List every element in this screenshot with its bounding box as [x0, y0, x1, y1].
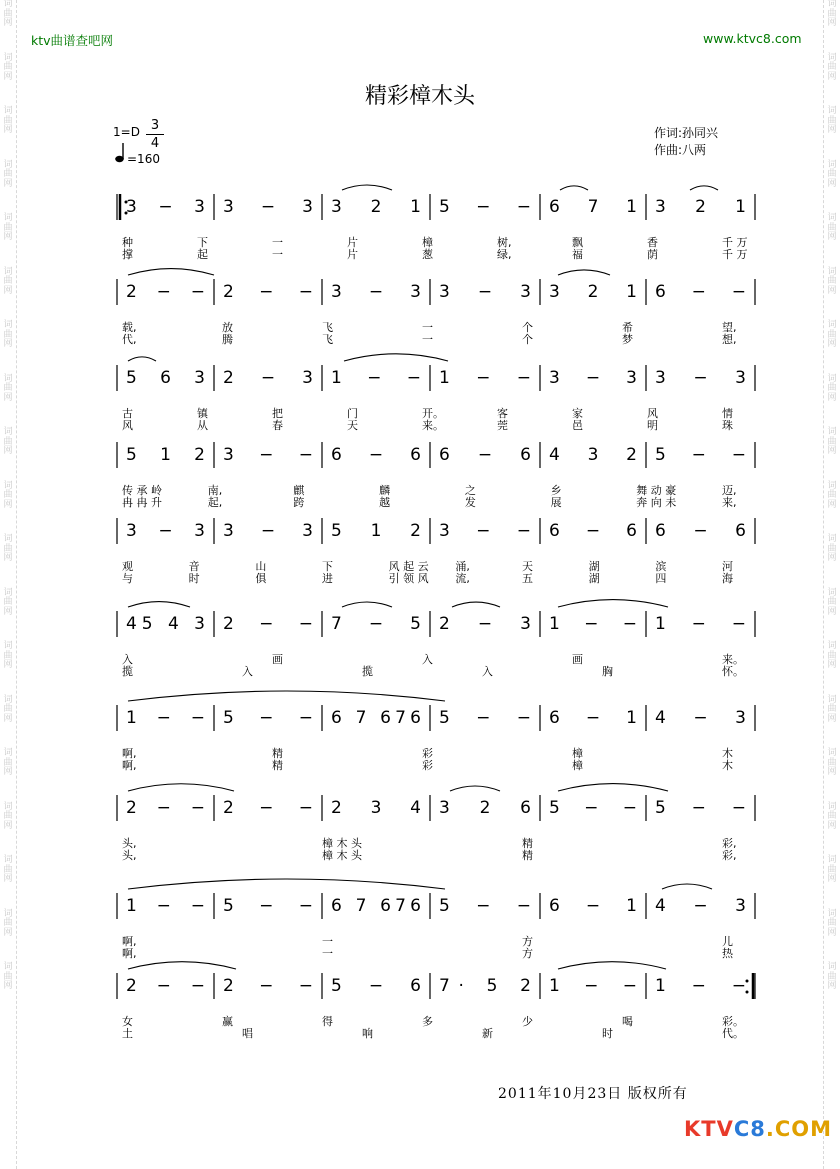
slur-arc: [342, 185, 392, 190]
lyric-word: 飞: [322, 333, 333, 346]
lyric-word: 莞: [497, 419, 508, 432]
watermark-glyphs: 词 曲 网: [3, 0, 13, 28]
lyric-word: 土: [122, 1027, 133, 1040]
slur-arc: [560, 186, 588, 190]
lyric-word: 邑: [572, 419, 583, 432]
measure-notes: 1 − −: [126, 708, 205, 728]
lyric-word: 彩,: [722, 849, 737, 862]
watermark-glyphs: 词 曲 网: [827, 0, 837, 28]
lyric-word: 入: [422, 653, 433, 666]
watermark-glyphs: 词 曲 网: [827, 320, 837, 349]
watermark-glyphs: 词 曲 网: [3, 694, 13, 724]
measure-notes: 1 − −: [331, 368, 421, 388]
lyric-word: 葱: [422, 248, 433, 261]
measure-notes: 1 − −: [549, 976, 637, 996]
lyric-word: 天: [522, 560, 533, 573]
lyric-word: 一: [422, 321, 433, 334]
lyric-word: 荫: [647, 248, 658, 261]
lyric-word: 树,: [497, 236, 512, 249]
watermark-glyphs: 词 曲 网: [3, 373, 13, 403]
lyric-word: 舞 动 豪: [636, 484, 677, 497]
lyric-word: 展: [550, 496, 562, 509]
lyric-word: 想,: [722, 333, 737, 346]
logo-part-a: KTV: [684, 1117, 734, 1141]
watermark-glyphs: 词 曲 网: [827, 587, 837, 617]
lyric-word: 传 承 岭: [122, 484, 162, 497]
measure-notes: 4 − 3: [655, 896, 746, 916]
measure-notes: 5 6 3: [126, 368, 205, 388]
lyric-word: 望,: [722, 321, 737, 334]
watermark-glyphs: 词 曲 网: [827, 266, 837, 296]
measure-notes: 3 − −: [439, 521, 531, 541]
measure-notes: 3 − 3: [223, 521, 313, 541]
measure-notes: 6 7 676: [331, 708, 421, 728]
watermark-glyphs: 词 曲 网: [3, 748, 13, 777]
watermark-glyphs: 词 曲 网: [827, 534, 837, 563]
measure-notes: 3 2 6: [439, 798, 531, 818]
slur-arc: [128, 602, 190, 607]
watermark-glyphs: 词 曲 网: [827, 373, 837, 403]
measure-notes: 2 − −: [223, 798, 313, 818]
measure-notes: 5 − −: [223, 896, 313, 916]
lyric-word: 珠: [722, 419, 733, 432]
watermark-glyphs: 词 曲 网: [827, 855, 837, 884]
measure-notes: 5 − −: [223, 708, 313, 728]
measure-notes: 5 − −: [439, 896, 531, 916]
measure-notes: 2 − −: [126, 798, 205, 818]
lyric-word: 画: [272, 653, 283, 666]
slur-arc: [690, 186, 718, 190]
lyric-word: 千 万: [722, 248, 748, 261]
watermark-glyphs: 词 曲 网: [827, 641, 837, 670]
watermark-glyphs: 词 曲 网: [827, 480, 837, 510]
measure-notes: 2 − −: [126, 282, 205, 302]
watermark-glyphs: 词 曲 网: [827, 908, 837, 938]
lyric-word: 把: [272, 407, 283, 420]
lyric-word: 得: [322, 1015, 333, 1028]
lyric-word: 精: [272, 747, 283, 760]
slur-arc: [558, 600, 668, 607]
lyric-word: 下: [197, 236, 208, 249]
lyric-word: 唱: [242, 1027, 253, 1040]
lyric-word: 木: [722, 747, 733, 760]
lyric-word: 四: [655, 572, 667, 585]
ktvc8-logo[interactable]: [684, 1117, 832, 1141]
lyric-word: 起: [197, 248, 208, 261]
lyric-word: 撑: [122, 248, 133, 261]
lyric-word: 风 起 云: [388, 560, 429, 573]
lyric-word: 载,: [122, 321, 137, 334]
slur-arc: [128, 357, 156, 361]
lyric-word: 进: [322, 572, 333, 585]
lyric-word: 新: [482, 1027, 493, 1040]
lyric-word: 来。: [422, 419, 444, 432]
lyric-word: 啊,: [122, 759, 137, 772]
lyric-word: 樟: [572, 747, 583, 760]
lyric-word: 一: [272, 236, 283, 249]
logo-part-c: .COM: [765, 1117, 833, 1141]
watermark-glyphs: 词 曲 网: [827, 748, 837, 777]
lyric-word: 一: [272, 248, 283, 261]
lyric-word: 明: [647, 419, 658, 432]
lyric-word: 开。: [422, 407, 444, 420]
slur-arc: [128, 962, 236, 969]
slur-arc: [558, 962, 666, 969]
watermark-glyphs: 词 曲 网: [3, 106, 13, 135]
watermark-glyphs: 词 曲 网: [3, 962, 13, 991]
lyric-word: 樟 木 头: [322, 849, 362, 862]
lyric-word: 腾: [222, 333, 233, 346]
measure-notes: 5 − 6: [331, 976, 421, 996]
slur-arc: [662, 884, 712, 889]
lyric-word: 引 领 风: [388, 572, 429, 585]
lyric-word: 樟 木 头: [322, 837, 362, 850]
lyric-word: 啊,: [122, 947, 137, 960]
lyricist: 作词:孙同兴: [654, 126, 719, 140]
lyric-word: 湖: [588, 572, 600, 585]
slur-arc: [558, 270, 610, 275]
lyric-word: 下: [322, 560, 333, 573]
measure-notes: 2 − 3: [223, 368, 313, 388]
lyric-word: 方: [522, 935, 533, 948]
measure-notes: 6 − 1: [549, 708, 637, 728]
song-title: 精彩樟木头: [364, 84, 475, 109]
lyric-word: 奔 向 未: [636, 496, 677, 509]
lyric-word: 音: [188, 560, 200, 573]
lyric-word: 涌,: [455, 560, 470, 573]
lyric-word: 儿: [722, 935, 733, 948]
measure-notes: 5 − −: [549, 798, 637, 818]
measure-notes: 1 − −: [655, 614, 746, 634]
lyric-word: 发: [464, 496, 476, 509]
lyric-word: 彩: [422, 759, 433, 772]
time-signature-bottom: 4: [146, 134, 164, 152]
measure-notes: 3 − 3: [439, 282, 531, 302]
lyric-word: 滨: [655, 560, 667, 573]
watermark-glyphs: 词 曲 网: [3, 427, 13, 456]
watermark-glyphs: 词 曲 网: [3, 534, 13, 563]
lyric-word: 飞: [322, 321, 333, 334]
measure-notes: 1 − −: [655, 976, 746, 996]
lyric-word: 来,: [722, 496, 737, 509]
lyric-word: 一: [422, 333, 433, 346]
measure-notes: 3 − 3: [655, 368, 746, 388]
measure-notes: 7 − 5: [331, 614, 421, 634]
measure-notes: 6 − 6: [549, 521, 637, 541]
lyric-word: 多: [422, 1015, 433, 1028]
lyric-word: 一: [322, 947, 333, 960]
watermark-glyphs: 词 曲 网: [3, 159, 13, 189]
lyric-word: 飘: [572, 236, 583, 249]
watermark-glyphs: 词 曲 网: [3, 52, 13, 82]
measure-notes: 6 − 1: [549, 896, 637, 916]
lyric-word: 画: [572, 653, 583, 666]
measure-notes: 1 − −: [439, 368, 531, 388]
watermark-glyphs: 词 曲 网: [3, 587, 13, 617]
measure-notes: 6 − 6: [331, 445, 421, 465]
measure-notes: 5 − −: [439, 197, 531, 217]
lyric-word: 啊,: [122, 747, 137, 760]
lyric-word: 一: [322, 935, 333, 948]
measure-notes: 2 − −: [223, 976, 313, 996]
lyric-word: 彩,: [722, 837, 737, 850]
watermark-glyphs: 词 曲 网: [827, 159, 837, 189]
lyric-word: 来。: [722, 653, 744, 666]
measure-notes: 6 − 6: [439, 445, 531, 465]
lyric-word: 流,: [455, 572, 470, 585]
footer-date: [498, 1083, 688, 1103]
lyric-word: 时: [188, 572, 200, 585]
lyric-word: 迈,: [722, 484, 737, 497]
lyric-word: 麟: [379, 484, 391, 497]
logo-part-b: C8: [733, 1117, 766, 1141]
measure-notes: 3 − 3: [331, 282, 421, 302]
lyric-word: 跨: [293, 496, 305, 509]
lyric-word: 入: [242, 665, 253, 678]
lyric-word: 起,: [207, 496, 223, 509]
watermark-glyphs: 词 曲 网: [827, 106, 837, 135]
lyric-word: 梦: [622, 333, 633, 346]
lyric-word: 香: [647, 236, 658, 249]
watermark-glyphs: 词 曲 网: [3, 320, 13, 349]
watermark-glyphs: 词 曲 网: [827, 694, 837, 724]
measure-notes: 6 − 6: [655, 521, 746, 541]
lyric-word: 揽: [362, 665, 373, 678]
measure-notes: 6 − −: [655, 282, 746, 302]
measure-notes: 45 4 3: [126, 614, 205, 634]
watermark-glyphs: 词 曲 网: [3, 855, 13, 884]
lyric-word: 木: [722, 759, 733, 772]
lyric-word: 风: [647, 407, 658, 420]
measure-notes: 5 1 2: [126, 445, 205, 465]
lyric-word: 头,: [122, 837, 137, 850]
lyric-word: 福: [572, 248, 583, 261]
lyric-word: 片: [347, 248, 358, 261]
lyric-word: 乡: [550, 484, 562, 497]
measure-notes: 3 − 3: [126, 521, 205, 541]
measure-notes: 5 − −: [655, 798, 746, 818]
lyric-word: 头,: [122, 849, 137, 862]
lyric-word: 方: [522, 947, 533, 960]
measure-notes: 6 7 1: [549, 197, 637, 217]
lyric-word: 精: [522, 849, 533, 862]
lyric-word: 天: [347, 419, 358, 432]
lyric-word: 响: [362, 1027, 373, 1040]
lyric-word: 情: [722, 407, 733, 420]
lyric-word: 放: [222, 321, 233, 334]
lyric-word: 客: [497, 407, 508, 420]
measure-notes: 2 3 4: [331, 798, 421, 818]
lyric-word: 胸: [602, 665, 613, 678]
lyric-word: 精: [522, 837, 533, 850]
lyric-word: 揽: [122, 665, 133, 678]
key-signature: 1=D: [113, 125, 140, 139]
lyric-word: 风: [122, 419, 133, 432]
watermark-glyphs: 词 曲 网: [827, 52, 837, 82]
lyric-word: 家: [572, 407, 583, 420]
lyric-word: 入: [122, 653, 133, 666]
lyric-word: 之: [464, 484, 476, 497]
measure-notes: 1 − −: [549, 614, 637, 634]
slur-arc: [128, 879, 445, 889]
watermark-glyphs: 词 曲 网: [3, 266, 13, 296]
measure-notes: 6 7 676: [331, 896, 421, 916]
site-name-left[interactable]: ktv曲谱查吧网: [31, 33, 114, 48]
lyric-word: 喝: [622, 1015, 633, 1028]
measure-notes: 2 − 3: [439, 614, 531, 634]
date-text: 2011年10月23日: [498, 1086, 623, 1102]
lyric-word: 樟: [572, 759, 583, 772]
watermark-glyphs: 词 曲 网: [3, 801, 13, 831]
lyric-word: 观: [122, 560, 133, 573]
lyric-word: 片: [347, 236, 358, 249]
measure-notes: 2 − −: [126, 976, 205, 996]
measure-notes: 2 − −: [223, 282, 313, 302]
measure-notes: 1 − −: [126, 896, 205, 916]
score-systems: [117, 185, 755, 1040]
lyric-word: 镇: [197, 407, 208, 420]
measure-notes: 7· 5 2: [439, 976, 531, 996]
watermark-glyphs: 词 曲 网: [827, 213, 837, 242]
measure-notes: 5 − −: [655, 445, 746, 465]
lyric-word: 南,: [207, 484, 223, 497]
slur-arc: [558, 784, 668, 791]
lyric-word: 越: [379, 496, 391, 509]
slur-arc: [128, 691, 445, 701]
lyric-word: 俱: [255, 572, 267, 585]
lyric-word: 彩。: [722, 1015, 744, 1028]
slur-arc: [342, 602, 392, 607]
measure-notes: 2 − −: [223, 614, 313, 634]
measure-notes: 3 2 1: [549, 282, 637, 302]
measure-notes: 3 − 3: [223, 197, 313, 217]
lyric-word: 入: [482, 665, 493, 678]
lyric-word: 个: [522, 333, 533, 346]
slur-arc: [344, 354, 448, 361]
lyric-word: 麒: [293, 484, 305, 497]
measure-notes: 3 − 3: [126, 197, 205, 217]
lyric-word: 海: [722, 572, 733, 585]
lyric-word: 彩: [422, 747, 433, 760]
lyric-word: 种: [122, 236, 133, 249]
lyric-word: 精: [272, 759, 283, 772]
slur-arc: [128, 784, 234, 791]
watermark-glyphs: 词 曲 网: [3, 213, 13, 242]
lyric-word: 与: [122, 572, 133, 585]
measure-notes: 5 − −: [439, 708, 531, 728]
lyric-word: 希: [622, 321, 633, 334]
slur-arc: [128, 269, 214, 275]
lyric-word: 赢: [222, 1015, 233, 1028]
measure-notes: 4 3 2: [549, 445, 637, 465]
lyric-word: 从: [197, 419, 208, 432]
rights-text: 版权所有: [627, 1086, 688, 1102]
lyric-word: 女: [122, 1015, 133, 1028]
time-signature-top: 3: [150, 118, 160, 133]
lyric-word: 代。: [722, 1027, 744, 1040]
lyric-word: 千 万: [722, 236, 748, 249]
measure-notes: 5 1 2: [331, 521, 421, 541]
slur-arc: [452, 602, 500, 607]
measure-notes: 3 2 1: [331, 197, 421, 217]
watermark-glyphs: 词 曲 网: [3, 480, 13, 510]
lyric-word: 山: [255, 560, 267, 573]
lyric-word: 时: [602, 1027, 613, 1040]
watermark-glyphs: 词 曲 网: [827, 427, 837, 456]
watermark-glyphs: 词 曲 网: [3, 908, 13, 938]
site-url-right[interactable]: www.ktvc8.com: [703, 31, 802, 46]
measure-notes: 4 − 3: [655, 708, 746, 728]
measure-notes: 3 2 1: [655, 197, 746, 217]
watermark-glyphs: 词 曲 网: [827, 962, 837, 991]
lyric-word: 春: [272, 419, 283, 432]
watermark-glyphs: 词 曲 网: [3, 641, 13, 670]
lyric-word: 河: [722, 560, 733, 573]
watermark-glyphs: 词 曲 网: [827, 801, 837, 831]
lyric-word: 绿,: [497, 248, 512, 261]
lyric-word: 古: [122, 407, 133, 420]
lyric-word: 少: [522, 1015, 533, 1028]
lyric-word: 怀。: [722, 665, 744, 678]
slur-arc: [450, 786, 500, 791]
measure-notes: 3 − −: [223, 445, 313, 465]
measure-notes: 3 − 3: [549, 368, 637, 388]
lyric-word: 门: [347, 407, 358, 420]
lyric-word: 代,: [122, 333, 137, 346]
lyric-word: 樟: [422, 236, 433, 249]
lyric-word: 个: [522, 321, 533, 334]
lyric-word: 啊,: [122, 935, 137, 948]
lyric-word: 湖: [588, 560, 600, 573]
tempo-marking: =160: [127, 152, 160, 166]
lyric-word: 冉 冉 升: [122, 496, 162, 509]
lyric-word: 五: [522, 572, 533, 585]
composer: 作曲:八两: [654, 143, 707, 157]
lyric-word: 热: [722, 947, 733, 960]
